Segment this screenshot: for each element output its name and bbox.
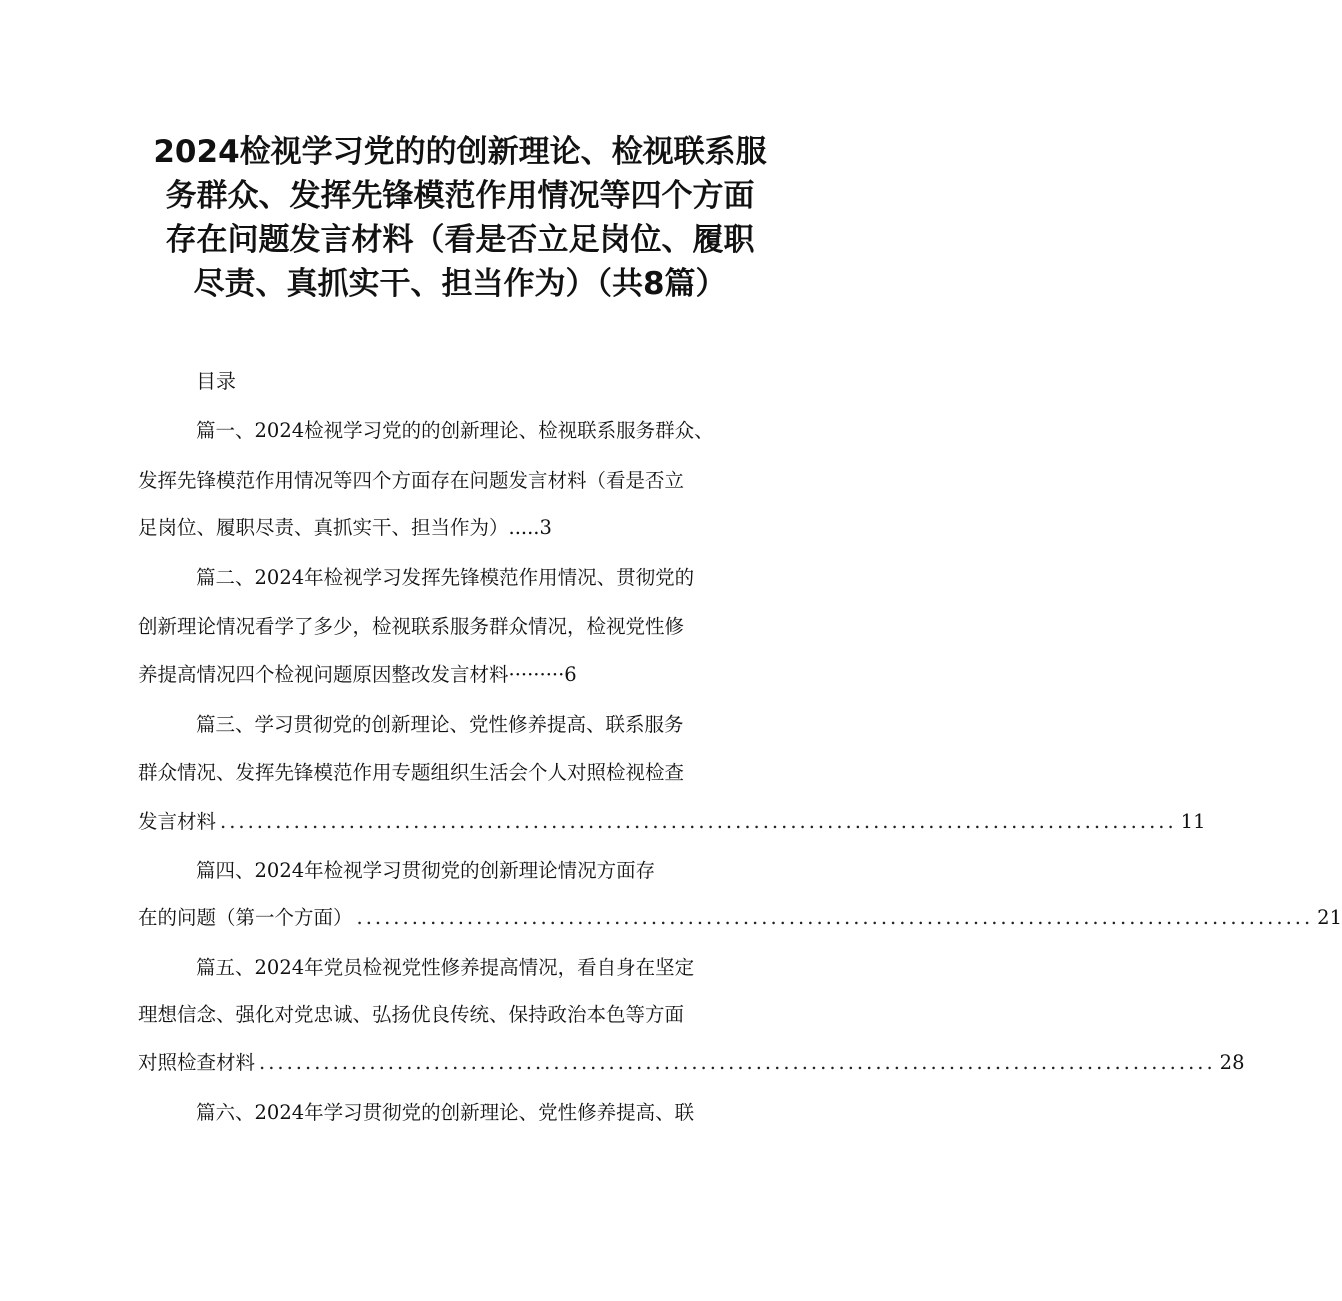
dot-leader: ........................................................................................................ <box>259 1051 1216 1074</box>
toc-entry-6-line: 篇六、2024年学习贯彻党的创新理论、党性修养提高、联 <box>196 1101 695 1124</box>
toc-entry-3-line: 篇三、学习贯彻党的创新理论、党性修养提高、联系服务 <box>196 713 684 736</box>
toc-entry-3-page: 11 <box>1180 810 1206 833</box>
toc-entry-1-line: 发挥先锋模范作用情况等四个方面存在问题发言材料（看是否立 <box>138 469 685 492</box>
toc-entry-2-line: 养提高情况四个检视问题原因整改发言材料·········6 <box>138 663 577 686</box>
document-title <box>120 130 800 306</box>
toc-entry-3-text: 发言材料 <box>138 810 217 833</box>
toc-entry-1-line: 足岗位、履职尽责、真抓实干、担当作为）.....3 <box>138 516 552 539</box>
toc-entry-4-line: 篇四、2024年检视学习贯彻党的创新理论情况方面存 <box>196 859 656 882</box>
title-line: 尽责、真抓实干、担当作为）（共8篇） <box>193 266 727 302</box>
toc-entry-5-text: 对照检查材料 <box>138 1051 256 1074</box>
title-line: 存在问题发言材料（看是否立足岗位、履职 <box>165 222 755 258</box>
title-line: 2024检视学习党的的创新理论、检视联系服 <box>153 134 767 170</box>
toc-entry-5-line: 理想信念、强化对党忠诚、弘扬优良传统、保持政治本色等方面 <box>138 1003 685 1026</box>
toc-entry-3-line: 群众情况、发挥先锋模范作用专题组织生活会个人对照检视检查 <box>138 761 685 784</box>
toc-entry-5-line: 篇五、2024年党员检视党性修养提高情况，看自身在坚定 <box>196 956 695 979</box>
toc-entry-5-leader-line <box>138 1048 1245 1078</box>
toc-entry-4-leader-line <box>138 903 1342 933</box>
dot-leader: ........................................................................................................ <box>220 810 1177 833</box>
toc-entry-5-page: 28 <box>1219 1051 1245 1074</box>
title-line: 务群众、发挥先锋模范作用情况等四个方面 <box>165 178 755 214</box>
toc-entry-2-line: 创新理论情况看学了多少，检视联系服务群众情况，检视党性修 <box>138 615 685 638</box>
toc-entry-2-line: 篇二、2024年检视学习发挥先锋模范作用情况、贯彻党的 <box>196 566 695 589</box>
toc-entry-4-text: 在的问题（第一个方面） <box>138 906 353 929</box>
dot-leader: ........................................................................................................ <box>356 906 1314 929</box>
toc-entry-3-leader-line <box>138 807 1206 837</box>
toc-heading: 目录 <box>196 369 236 393</box>
toc-entry-4-page: 21 <box>1317 906 1342 929</box>
toc-entry-1-line: 篇一、2024检视学习党的的创新理论、检视联系服务群众、 <box>196 419 714 442</box>
